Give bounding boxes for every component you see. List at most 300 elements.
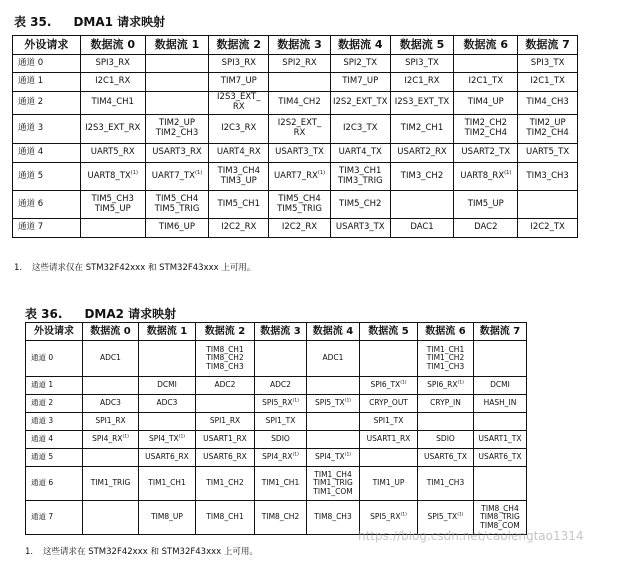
column-header-stream-4: 数据流 4 xyxy=(330,36,390,55)
cell-text: CRYP_IN xyxy=(430,398,461,408)
cell-text: SPI2_TX xyxy=(343,57,378,68)
cell-line xyxy=(475,435,525,444)
cell-line xyxy=(392,172,453,182)
cell-text: ADC2 xyxy=(214,380,236,390)
cell-line xyxy=(308,488,358,497)
table-cell xyxy=(269,115,331,144)
table36-title: DMA2 请求映射 xyxy=(84,307,177,321)
table-cell xyxy=(145,219,209,238)
cell-line xyxy=(332,148,389,158)
table-cell xyxy=(269,73,331,92)
table-cell xyxy=(209,73,269,92)
cell-text: USART1_RX xyxy=(366,434,411,444)
cell-text: SPI4_RX xyxy=(92,434,123,444)
cell-line xyxy=(455,223,516,233)
cell-text: SPI3_TX xyxy=(405,57,439,68)
table-cell xyxy=(196,431,255,449)
column-header-stream-5: 数据流 5 xyxy=(360,323,418,341)
table-cell xyxy=(307,413,360,431)
cell-line xyxy=(82,148,144,158)
table35-caption xyxy=(14,13,165,30)
table-cell xyxy=(390,191,454,219)
cell-text: TIM5_CH2 xyxy=(339,198,382,209)
cell-line xyxy=(308,354,358,363)
table-cell xyxy=(390,219,454,238)
column-header-stream-2: 数据流 2 xyxy=(209,36,269,55)
table-cell xyxy=(307,395,360,413)
cell-text: TIM8_CH3 xyxy=(206,361,244,371)
cell-line xyxy=(455,148,516,158)
table-cell xyxy=(209,219,269,238)
cell-text: USART1_RX xyxy=(203,434,247,444)
channel-label: 通道 4 xyxy=(13,144,81,163)
cell-line xyxy=(82,124,144,134)
cell-text: SPI5_TX xyxy=(314,398,345,408)
table-cell xyxy=(307,449,360,467)
cell-text: TIM2_CH4 xyxy=(464,128,508,138)
table-row xyxy=(13,144,578,163)
cell-line xyxy=(197,417,253,426)
table-cell xyxy=(269,92,331,115)
table-cell xyxy=(196,501,255,535)
table-cell xyxy=(209,144,269,163)
cell-text: CRYP_OUT xyxy=(369,398,408,408)
cell-line xyxy=(332,98,389,108)
cell-text: USART3_RX xyxy=(152,147,202,158)
cell-text: SPI6_RX xyxy=(427,380,458,390)
cell-text: TIM3_TRIG xyxy=(337,175,383,186)
table-row xyxy=(13,92,578,115)
cell-line xyxy=(270,148,329,158)
cell-line xyxy=(256,381,305,390)
cell-line xyxy=(519,98,576,108)
table-cell xyxy=(209,55,269,73)
watermark: https://blog.csdn.net/caolengtao1314 xyxy=(358,529,584,543)
cell-text: I2C1_TX xyxy=(468,76,504,87)
cell-text: I2S2_EXT_TX xyxy=(333,97,388,108)
table-cell xyxy=(255,431,307,449)
cell-line xyxy=(82,59,144,69)
table-cell xyxy=(330,92,390,115)
column-header-stream-7: 数据流 7 xyxy=(474,323,527,341)
table-cell xyxy=(83,377,139,395)
table-cell xyxy=(330,191,390,219)
channel-label: 通道 4 xyxy=(26,431,83,449)
footnote-mark: (1) xyxy=(122,434,129,440)
footnote-mark: (1) xyxy=(292,398,299,404)
cell-line xyxy=(419,435,472,444)
cell-text: TIM1_COM xyxy=(313,486,353,496)
cell-line xyxy=(361,513,416,522)
table-cell xyxy=(145,115,209,144)
cell-line xyxy=(140,513,194,522)
table-cell xyxy=(80,144,145,163)
cell-line xyxy=(392,148,453,158)
table-cell xyxy=(454,115,518,144)
cell-line xyxy=(84,479,137,488)
table-cell xyxy=(454,55,518,73)
table-cell xyxy=(518,163,578,191)
cell-line xyxy=(308,513,358,522)
table-cell xyxy=(196,413,255,431)
channel-label: 通道 7 xyxy=(13,219,81,238)
table-cell xyxy=(454,144,518,163)
cell-text: I2C2_RX xyxy=(281,222,318,233)
cell-text: UART5_RX xyxy=(90,147,135,158)
table-cell xyxy=(255,467,307,501)
table-cell xyxy=(209,115,269,144)
table-cell xyxy=(454,163,518,191)
footnote-mark: (1) xyxy=(344,452,352,458)
table-cell xyxy=(83,413,139,431)
channel-label: 通道 0 xyxy=(13,55,81,73)
cell-line xyxy=(197,381,253,390)
table-row xyxy=(26,377,527,395)
cell-line xyxy=(419,513,472,522)
cell-line xyxy=(308,453,358,462)
cell-text: SPI4_TX xyxy=(314,452,345,462)
cell-text: TIM8_COM xyxy=(480,520,520,530)
cell-line xyxy=(475,381,525,390)
table-row xyxy=(26,449,527,467)
table-cell xyxy=(390,115,454,144)
table-cell xyxy=(83,395,139,413)
cell-line xyxy=(147,148,208,158)
table-row xyxy=(26,341,527,377)
column-header-stream-1: 数据流 1 xyxy=(145,36,209,55)
footnote-mark: (1) xyxy=(317,169,326,176)
cell-line xyxy=(308,399,358,408)
cell-text: TIM8_CH3 xyxy=(314,512,352,522)
table-cell xyxy=(139,449,196,467)
cell-text: TIM1_CH4 xyxy=(314,469,352,479)
cell-text: UART5_TX xyxy=(525,147,570,158)
cell-line xyxy=(270,169,329,182)
table36-number: 表 36. xyxy=(25,307,63,321)
cell-text: SPI1_RX xyxy=(209,416,241,426)
cell-text: TIM1_TRIG xyxy=(313,478,353,488)
table-cell xyxy=(418,377,474,395)
table-cell xyxy=(360,467,418,501)
table-cell xyxy=(269,219,331,238)
table-cell xyxy=(145,73,209,92)
table-cell xyxy=(196,449,255,467)
cell-text: USART6_RX xyxy=(145,452,189,462)
cell-line xyxy=(84,435,137,444)
cell-line xyxy=(256,399,305,408)
column-header-peripheral: 外设请求 xyxy=(26,323,83,341)
table36-caption xyxy=(25,305,176,322)
table-cell xyxy=(360,413,418,431)
cell-text: USART1_TX xyxy=(478,434,522,444)
cell-line xyxy=(84,399,137,408)
cell-line xyxy=(147,169,208,182)
table-cell xyxy=(454,73,518,92)
column-header-stream-5: 数据流 5 xyxy=(390,36,454,55)
cell-text: SPI5_TX xyxy=(427,512,458,522)
cell-text: TIM5_UP xyxy=(94,203,131,214)
table-cell xyxy=(83,449,139,467)
table-cell xyxy=(269,191,331,219)
table35-title: DMA1 请求映射 xyxy=(73,15,166,29)
cell-text: TIM2_CH3 xyxy=(155,128,199,138)
cell-line xyxy=(140,399,194,408)
cell-line xyxy=(210,77,267,87)
cell-text: SDIO xyxy=(271,434,290,444)
table-cell xyxy=(360,341,418,377)
table-cell xyxy=(474,431,527,449)
cell-text: UART4_TX xyxy=(338,147,382,158)
cell-text: I2S2_EXT_ xyxy=(277,118,322,129)
table-cell xyxy=(269,144,331,163)
cell-text: TIM5_TRIG xyxy=(277,203,322,214)
column-header-stream-2: 数据流 2 xyxy=(196,323,255,341)
cell-line xyxy=(140,453,194,462)
table-cell xyxy=(196,467,255,501)
cell-text: UART7_TX xyxy=(151,170,195,181)
cell-line xyxy=(519,77,576,87)
table-cell xyxy=(255,377,307,395)
cell-text: DAC2 xyxy=(474,222,498,233)
table-cell xyxy=(330,163,390,191)
table-cell xyxy=(474,449,527,467)
column-header-stream-0: 数据流 0 xyxy=(83,323,139,341)
dma1-request-table xyxy=(12,35,578,238)
column-header-stream-0: 数据流 0 xyxy=(80,36,145,55)
cell-line xyxy=(475,399,525,408)
cell-text: UART8_TX xyxy=(87,170,131,181)
cell-line xyxy=(455,129,516,139)
cell-line xyxy=(519,223,576,233)
cell-text: TIM1_CH2 xyxy=(206,478,244,488)
table-cell xyxy=(209,191,269,219)
table-cell xyxy=(269,55,331,73)
table-cell xyxy=(518,219,578,238)
table-row xyxy=(13,219,578,238)
cell-text: USART3_TX xyxy=(275,147,324,158)
cell-text: TIM2_CH2 xyxy=(464,118,508,129)
table-cell xyxy=(390,55,454,73)
cell-text: ADC2 xyxy=(270,380,291,390)
table-cell xyxy=(80,92,145,115)
table-cell xyxy=(307,341,360,377)
table-cell xyxy=(145,163,209,191)
table35-number: 表 35. xyxy=(14,15,52,29)
cell-text: USART6_TX xyxy=(478,452,522,462)
cell-line xyxy=(332,223,389,233)
table-cell xyxy=(360,395,418,413)
table-row xyxy=(13,191,578,219)
cell-text: TIM5_CH4 xyxy=(155,193,199,204)
cell-line xyxy=(210,200,267,210)
table-cell xyxy=(307,501,360,535)
cell-line xyxy=(210,223,267,233)
cell-text: ADC1 xyxy=(100,353,121,363)
cell-line xyxy=(270,98,329,108)
cell-text: USART2_TX xyxy=(461,147,511,158)
cell-line xyxy=(140,381,194,390)
table-cell xyxy=(330,115,390,144)
table-cell xyxy=(360,431,418,449)
table-row xyxy=(13,73,578,92)
table-cell xyxy=(145,144,209,163)
table-cell xyxy=(139,467,196,501)
cell-line xyxy=(519,148,576,158)
footnote-mark: (1) xyxy=(400,512,407,518)
cell-text: TIM8_CH4 xyxy=(481,503,519,513)
table-cell xyxy=(454,191,518,219)
footnote-mark: (1) xyxy=(130,169,138,176)
footnote-mark: (1) xyxy=(178,434,186,440)
cell-text: TIM4_UP xyxy=(467,97,504,108)
cell-line xyxy=(332,177,389,187)
cell-text: TIM1_CH1 xyxy=(426,344,465,354)
cell-text: TIM3_UP xyxy=(220,175,257,186)
cell-text: UART7_RX xyxy=(273,170,318,181)
cell-text: SPI6_TX xyxy=(370,380,401,390)
cell-text: USART6_RX xyxy=(203,452,247,462)
table-cell xyxy=(418,413,474,431)
cell-text: UART4_RX xyxy=(216,147,261,158)
table-cell xyxy=(474,341,527,377)
footnote-mark: (1) xyxy=(344,398,352,404)
cell-line xyxy=(361,479,416,488)
cell-text: USART2_RX xyxy=(397,147,447,158)
cell-text: TIM1_CH2 xyxy=(426,353,465,363)
cell-text: TIM7_UP xyxy=(220,76,257,87)
cell-text: I2S3_EXT_TX xyxy=(394,97,450,108)
channel-label: 通道 5 xyxy=(26,449,83,467)
note-text: 这些请求在 STM32F42xxx 和 STM32F43xxx 上可用。 xyxy=(43,547,258,557)
cell-text: TIM5_TRIG xyxy=(154,203,200,214)
cell-line xyxy=(197,453,253,462)
cell-text: SPI3_TX xyxy=(530,57,565,68)
table-cell xyxy=(80,219,145,238)
cell-text: SPI1_TX xyxy=(265,416,296,426)
cell-text: TIM6_UP xyxy=(158,222,196,233)
cell-line xyxy=(361,417,416,426)
table-row xyxy=(26,413,527,431)
table-cell xyxy=(418,449,474,467)
cell-text: TIM3_CH3 xyxy=(526,170,569,181)
channel-label: 通道 3 xyxy=(13,115,81,144)
footnote-mark: (1) xyxy=(457,380,464,386)
channel-label: 通道 7 xyxy=(26,501,83,535)
column-header-stream-3: 数据流 3 xyxy=(269,36,331,55)
cell-line xyxy=(270,205,329,215)
table-row xyxy=(26,431,527,449)
table-cell xyxy=(518,144,578,163)
cell-line xyxy=(197,479,253,488)
cell-line xyxy=(332,124,389,134)
table-cell xyxy=(83,467,139,501)
cell-line xyxy=(140,435,194,444)
cell-text: SPI4_RX xyxy=(262,452,293,462)
table-cell xyxy=(83,431,139,449)
table-cell xyxy=(80,73,145,92)
cell-line xyxy=(140,479,194,488)
cell-text: TIM3_CH4 xyxy=(217,165,260,176)
table-row xyxy=(13,55,578,73)
cell-line xyxy=(332,200,389,210)
table-cell xyxy=(390,144,454,163)
cell-text: I2C2_RX xyxy=(221,222,257,233)
cell-line xyxy=(332,59,389,69)
table-cell xyxy=(360,449,418,467)
cell-text: TIM5_CH4 xyxy=(278,193,321,204)
cell-text: TIM8_CH1 xyxy=(206,344,244,354)
cell-line xyxy=(256,435,305,444)
footnote-mark: (1) xyxy=(195,169,203,176)
cell-line xyxy=(455,98,516,108)
table-cell xyxy=(418,341,474,377)
dma2-request-table xyxy=(25,322,527,535)
cell-text: TIM3_CH2 xyxy=(400,170,444,181)
table-cell xyxy=(518,115,578,144)
table-cell xyxy=(80,115,145,144)
channel-label: 通道 6 xyxy=(26,467,83,501)
note-text: 这些请求仅在 STM32F42xxx 和 STM32F43xxx 上可用。 xyxy=(32,263,256,273)
footnote-mark: (1) xyxy=(292,452,299,458)
table-cell xyxy=(255,341,307,377)
table-cell xyxy=(474,395,527,413)
cell-line xyxy=(455,77,516,87)
cell-text: RX xyxy=(232,102,245,112)
table-cell xyxy=(255,501,307,535)
cell-text: ADC3 xyxy=(156,398,178,408)
table-cell xyxy=(139,341,196,377)
cell-text: USART3_TX xyxy=(335,222,385,233)
cell-text: TIM2_UP xyxy=(529,118,566,129)
channel-label: 通道 2 xyxy=(13,92,81,115)
cell-line xyxy=(147,223,208,233)
cell-text: RX xyxy=(293,128,306,138)
table-cell xyxy=(454,92,518,115)
channel-label: 通道 0 xyxy=(26,341,83,377)
cell-line xyxy=(147,205,208,215)
table-cell xyxy=(454,219,518,238)
table-cell xyxy=(255,395,307,413)
cell-text: UART8_RX xyxy=(460,170,505,181)
cell-line xyxy=(210,59,267,69)
cell-line xyxy=(84,417,137,426)
cell-text: I2C3_RX xyxy=(221,123,257,134)
table-cell xyxy=(80,191,145,219)
table-cell xyxy=(196,395,255,413)
table-cell xyxy=(474,467,527,501)
cell-text: I2C1_RX xyxy=(95,76,131,87)
cell-line xyxy=(392,124,453,134)
cell-line xyxy=(256,513,305,522)
cell-text: TIM4_CH1 xyxy=(91,97,134,108)
column-header-stream-3: 数据流 3 xyxy=(255,323,307,341)
cell-text: TIM2_UP xyxy=(158,118,196,129)
table-cell xyxy=(145,191,209,219)
table-cell xyxy=(209,92,269,115)
table-cell xyxy=(518,55,578,73)
cell-line xyxy=(392,59,453,69)
cell-line xyxy=(419,381,472,390)
table-header-row xyxy=(13,36,578,55)
table-cell xyxy=(474,377,527,395)
cell-text: SDIO xyxy=(436,434,455,444)
cell-text: SPI5_RX xyxy=(370,512,401,522)
cell-text: TIM4_CH2 xyxy=(278,97,321,108)
cell-line xyxy=(455,169,516,182)
cell-text: TIM8_TRIG xyxy=(480,512,520,522)
channel-label: 通道 1 xyxy=(26,377,83,395)
table-cell xyxy=(255,413,307,431)
